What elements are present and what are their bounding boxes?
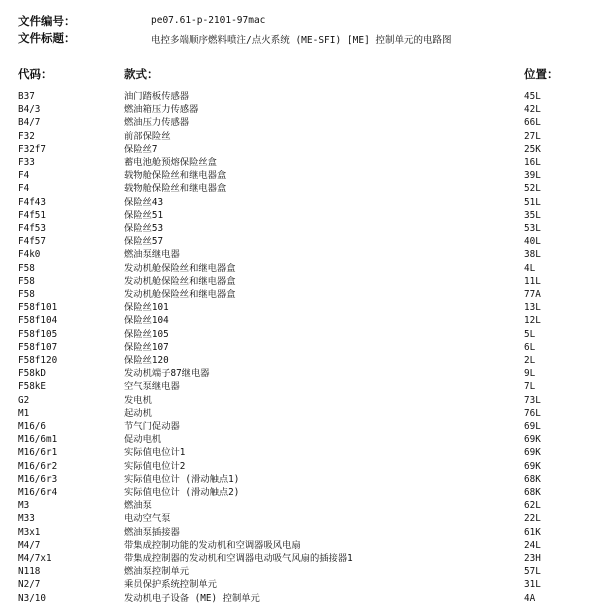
component-description: 促动电机 — [124, 434, 162, 446]
table-row — [0, 262, 602, 275]
component-position: 45L — [524, 91, 541, 102]
component-description: 载物舱保险丝和继电器盒 — [124, 170, 227, 182]
table-row — [0, 301, 602, 314]
doc-number-value: pe07.61-p-2101-97mac — [151, 15, 266, 26]
component-position: 11L — [524, 275, 541, 287]
component-position: 69L — [524, 421, 541, 432]
table-row — [0, 248, 602, 261]
component-code: N3/10 — [18, 592, 46, 604]
component-code: F32 — [18, 130, 35, 142]
component-position: 31L — [524, 579, 541, 591]
component-description: 带集成控制器的发动机和空调器电动吸气风扇的插接器1 — [124, 553, 353, 564]
component-position: 23H — [524, 553, 541, 564]
component-description: 电动空气泵 — [124, 513, 171, 525]
component-description: 保险丝101 — [124, 302, 169, 314]
table-row — [0, 526, 602, 539]
component-code: F58kE — [18, 381, 46, 393]
component-description: 保险丝51 — [124, 209, 164, 221]
component-description: 前部保险丝 — [124, 130, 171, 142]
component-position: 69K — [524, 460, 541, 472]
table-row — [0, 314, 602, 327]
component-position: 4L — [524, 262, 536, 274]
component-code: F58 — [18, 275, 35, 287]
component-description: 空气泵继电器 — [124, 381, 180, 393]
component-code: M16/6r3 — [18, 473, 58, 485]
component-position: 62L — [524, 500, 541, 512]
table-row — [0, 367, 602, 380]
component-description: 油门踏板传感器 — [124, 91, 190, 102]
component-code: M16/6r4 — [18, 487, 58, 498]
component-position: 53L — [524, 223, 541, 234]
component-position: 69K — [524, 447, 541, 459]
component-position: 77A — [524, 289, 541, 300]
component-description: 节气门促动器 — [124, 421, 180, 432]
component-position: 5L — [524, 328, 536, 340]
component-code: F58f104 — [18, 315, 58, 327]
component-code: F4f57 — [18, 236, 46, 248]
component-description: 乘员保护系统控制单元 — [124, 579, 217, 591]
component-position: 73L — [524, 394, 541, 406]
component-description: 发动机端子87继电器 — [124, 368, 210, 380]
component-position: 52L — [524, 183, 541, 195]
component-position: 66L — [524, 117, 541, 129]
table-row — [0, 235, 602, 248]
component-code: F4 — [18, 183, 30, 195]
component-code: M4/7x1 — [18, 553, 52, 564]
component-position: 4A — [524, 592, 536, 604]
component-position: 42L — [524, 104, 541, 116]
component-description: 燃油泵 — [124, 500, 152, 512]
component-description: 发动机舱保险丝和继电器盒 — [124, 289, 236, 300]
component-description: 带集成控制功能的发动机和空调器吸风电扇 — [124, 539, 301, 551]
component-description: 实际值电位计1 — [124, 447, 186, 459]
component-code: F58f107 — [18, 341, 58, 353]
component-code: G2 — [18, 394, 30, 406]
table-row — [0, 512, 602, 525]
component-position: 12L — [524, 315, 541, 327]
component-position: 13L — [524, 302, 541, 314]
component-description: 燃油泵插接器 — [124, 526, 180, 538]
component-code: F32f7 — [18, 143, 46, 155]
component-description: 保险丝107 — [124, 341, 169, 353]
component-code: M33 — [18, 513, 35, 525]
component-description: 燃油泵控制单元 — [124, 566, 190, 578]
doc-title-value: 电控多端顺序燃料喷注/点火系统 (ME-SFI) [ME] 控制单元的电路图 — [151, 35, 452, 46]
table-row — [0, 182, 602, 195]
component-position: 51L — [524, 196, 541, 208]
component-description: 起动机 — [124, 407, 152, 419]
table-row — [0, 103, 602, 116]
component-description: 保险丝105 — [124, 328, 169, 340]
component-position: 35L — [524, 209, 541, 221]
component-code: N2/7 — [18, 579, 41, 591]
table-row — [0, 116, 602, 129]
component-position: 7L — [524, 381, 536, 393]
table-row — [0, 420, 602, 433]
component-code: M1 — [18, 407, 30, 419]
component-position: 61K — [524, 526, 541, 538]
component-position: 68K — [524, 487, 541, 498]
table-row — [0, 156, 602, 169]
component-description: 保险丝53 — [124, 223, 164, 234]
component-code: F58f120 — [18, 355, 58, 366]
component-code: F33 — [18, 157, 35, 168]
component-position: 38L — [524, 249, 541, 261]
column-header-code: 代码： — [18, 67, 53, 81]
component-description: 实际值电位计2 — [124, 460, 186, 472]
component-position: 16L — [524, 157, 541, 168]
component-description: 保险丝43 — [124, 196, 164, 208]
component-code: M16/6r2 — [18, 460, 58, 472]
component-code: M3 — [18, 500, 30, 512]
component-description: 蓄电池舱预熔保险丝盒 — [124, 157, 217, 168]
doc-number-label: 文件编号： — [18, 14, 76, 28]
component-code: F58kD — [18, 368, 46, 380]
component-description: 保险丝104 — [124, 315, 169, 327]
component-code: F58 — [18, 262, 35, 274]
table-row — [0, 90, 602, 103]
component-description: 保险丝7 — [124, 143, 158, 155]
component-code: M16/6r1 — [18, 447, 58, 459]
component-position: 24L — [524, 539, 541, 551]
component-position: 68K — [524, 473, 541, 485]
component-description: 发动机舱保险丝和继电器盒 — [124, 275, 236, 287]
table-row — [0, 143, 602, 156]
column-header-position: 位置： — [524, 67, 559, 81]
table-row — [0, 275, 602, 288]
component-position: 25K — [524, 143, 541, 155]
table-row — [0, 354, 602, 367]
table-row — [0, 446, 602, 459]
table-row — [0, 222, 602, 235]
component-code: M4/7 — [18, 539, 41, 551]
component-code: F4 — [18, 170, 30, 182]
table-row — [0, 499, 602, 512]
component-code: M3x1 — [18, 526, 41, 538]
table-row — [0, 380, 602, 393]
component-description: 发动机电子设备 (ME) 控制单元 — [124, 592, 260, 604]
table-row — [0, 209, 602, 222]
doc-title-label: 文件标题： — [18, 31, 76, 45]
component-position: 9L — [524, 368, 536, 380]
component-position: 2L — [524, 355, 536, 366]
component-position: 69K — [524, 434, 541, 446]
table-row — [0, 341, 602, 354]
component-position: 40L — [524, 236, 541, 248]
table-row — [0, 460, 602, 473]
component-position: 76L — [524, 407, 541, 419]
column-header-style: 款式： — [124, 67, 159, 81]
component-code: F4f51 — [18, 209, 46, 221]
table-row — [0, 169, 602, 182]
table-row — [0, 539, 602, 552]
component-code: F58f101 — [18, 302, 58, 314]
table-row — [0, 130, 602, 143]
component-description: 保险丝120 — [124, 355, 169, 366]
component-position: 39L — [524, 170, 541, 182]
table-row — [0, 433, 602, 446]
component-code: M16/6m1 — [18, 434, 58, 446]
table-row — [0, 407, 602, 420]
component-code: F58 — [18, 289, 35, 300]
table-row — [0, 565, 602, 578]
component-code: B4/7 — [18, 117, 41, 129]
component-description: 燃油压力传感器 — [124, 117, 190, 129]
table-row — [0, 552, 602, 565]
component-code: F58f105 — [18, 328, 58, 340]
component-code: N118 — [18, 566, 41, 578]
component-description: 保险丝57 — [124, 236, 164, 248]
component-position: 57L — [524, 566, 541, 578]
component-position: 6L — [524, 341, 536, 353]
component-description: 发电机 — [124, 394, 152, 406]
table-row — [0, 592, 602, 605]
component-code: F4k0 — [18, 249, 41, 261]
component-position: 27L — [524, 130, 541, 142]
component-position: 22L — [524, 513, 541, 525]
component-description: 载物舱保险丝和继电器盒 — [124, 183, 227, 195]
component-code: B4/3 — [18, 104, 41, 116]
table-row — [0, 196, 602, 209]
component-description: 实际值电位计 (滑动触点2) — [124, 487, 240, 498]
table-row — [0, 288, 602, 301]
component-code: B37 — [18, 91, 35, 102]
table-row — [0, 578, 602, 591]
component-code: M16/6 — [18, 421, 46, 432]
component-code: F4f53 — [18, 223, 46, 234]
component-description: 燃油泵继电器 — [124, 249, 180, 261]
table-row — [0, 473, 602, 486]
table-row — [0, 486, 602, 499]
component-code: F4f43 — [18, 196, 46, 208]
table-row — [0, 394, 602, 407]
component-description: 燃油箱压力传感器 — [124, 104, 199, 116]
table-row — [0, 328, 602, 341]
component-description: 发动机舱保险丝和继电器盒 — [124, 262, 236, 274]
component-description: 实际值电位计 (滑动触点1) — [124, 473, 240, 485]
